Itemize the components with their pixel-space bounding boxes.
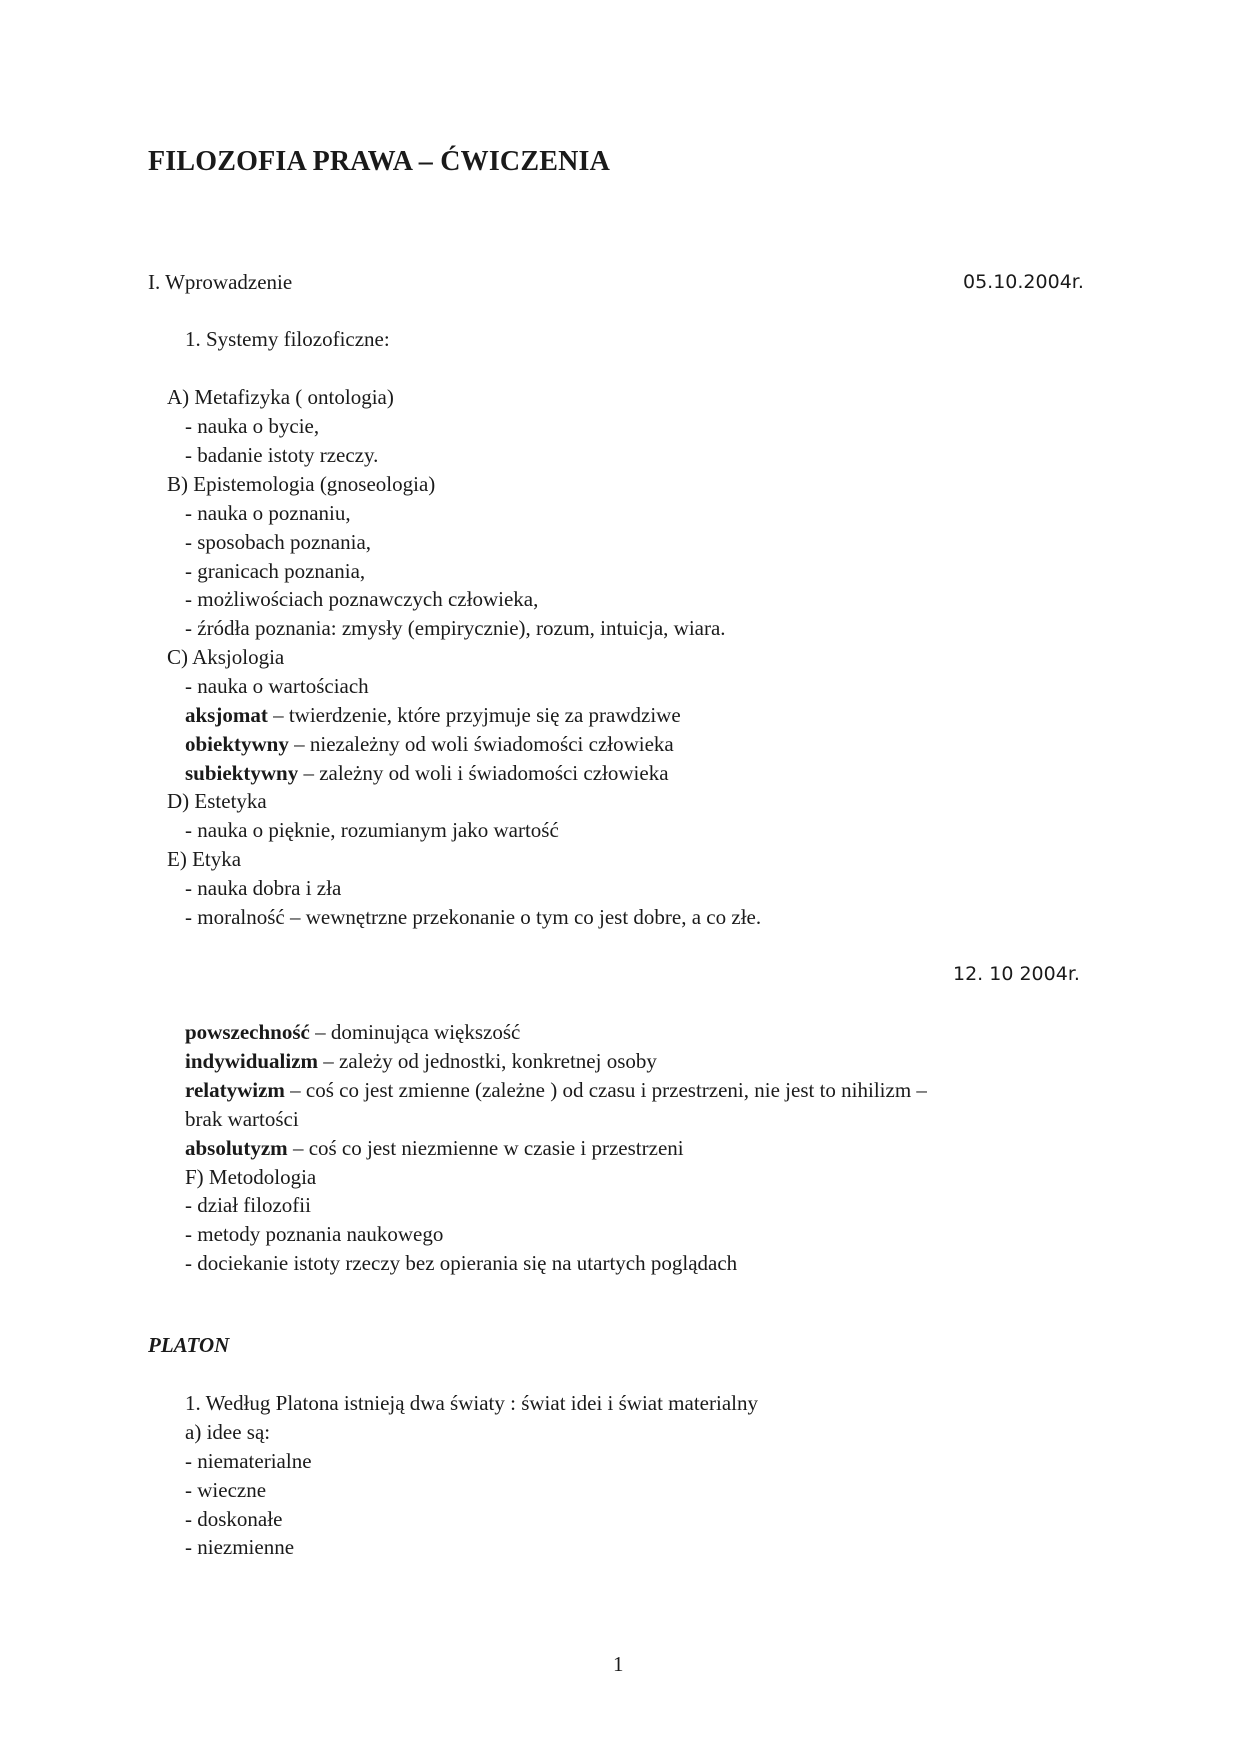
list-item: - nauka dobra i zła [185, 876, 342, 900]
description: – coś co jest niezmienne w czasie i przestrzeni [287, 1136, 684, 1160]
list-item: - niezmienne [185, 1535, 295, 1559]
subsection-f-label: F) Metodologia [185, 1165, 317, 1189]
subsection-b-label: B) Epistemologia (gnoseologia) [167, 472, 436, 496]
term: indywidualizm [185, 1049, 319, 1073]
list-item: - metody poznania naukowego [185, 1222, 444, 1246]
term: subiektywny [185, 761, 299, 785]
description: – zależny od woli i świadomości człowieka [298, 761, 669, 785]
list-item: - niematerialne [185, 1449, 312, 1473]
list-item: - wieczne [185, 1478, 267, 1502]
definition-continuation: brak wartości [185, 1107, 299, 1131]
term: obiektywny [185, 732, 289, 756]
list-item: - granicach poznania, [185, 559, 366, 583]
list-item: - źródła poznania: zmysły (empirycznie), rozum, intuicja, wiara. [185, 616, 726, 640]
definition-obiektywny [185, 730, 674, 759]
definition-relatywizm [185, 1076, 927, 1105]
list-item: - nauka o bycie, [185, 414, 320, 438]
list-item: - badanie istoty rzeczy. [185, 443, 379, 467]
definition-powszechnosc [185, 1018, 520, 1047]
list-item: - sposobach poznania, [185, 530, 372, 554]
definition-indywidualizm [185, 1047, 657, 1076]
list-item-systems: 1. Systemy filozoficzne: [185, 327, 390, 351]
subsection-e-label: E) Etyka [167, 847, 242, 871]
list-item: - nauka o wartościach [185, 674, 369, 698]
description: – twierdzenie, które przyjmuje się za prawdziwe [267, 703, 681, 727]
page-number: 1 [613, 1652, 624, 1676]
list-item-platon: 1. Według Platona istnieją dwa światy : świat idei i świat materialny [185, 1391, 758, 1415]
term: powszechność [185, 1020, 310, 1044]
list-item: - dociekanie istoty rzeczy bez opierania się na utartych poglądach [185, 1251, 738, 1275]
subsection-d-label: D) Estetyka [167, 789, 267, 813]
description: – zależy od jednostki, konkretnej osoby [318, 1049, 657, 1073]
platon-heading: PLATON [148, 1333, 230, 1357]
list-item: - moralność – wewnętrzne przekonanie o tym co jest dobre, a co złe. [185, 905, 762, 929]
description: – niezależny od woli świadomości człowieka [288, 732, 674, 756]
description: – coś co jest zmienne (zależne ) od czasu i przestrzeni, nie jest to nihilizm – [284, 1078, 927, 1102]
section-heading: I. Wprowadzenie [148, 270, 293, 294]
term: absolutyzm [185, 1136, 288, 1160]
subsection-a-label: A) Metafizyka ( ontologia) [167, 385, 394, 409]
term: relatywizm [185, 1078, 285, 1102]
list-item: - nauka o pięknie, rozumianym jako wartość [185, 818, 559, 842]
list-item: - nauka o poznaniu, [185, 501, 351, 525]
definition-subiektywny [185, 759, 669, 788]
platon-sub-label: a) idee są: [185, 1420, 271, 1444]
subsection-c-label: C) Aksjologia [167, 645, 285, 669]
list-item: - doskonałe [185, 1507, 283, 1531]
term: aksjomat [185, 703, 268, 727]
description: – dominująca większość [309, 1020, 521, 1044]
definition-aksjomat [185, 701, 681, 730]
list-item: - dział filozofii [185, 1193, 311, 1217]
section-date: 05.10.2004r. [963, 271, 1084, 293]
section-date-2: 12. 10 2004r. [953, 963, 1080, 985]
definition-absolutyzm [185, 1134, 684, 1163]
list-item: - możliwościach poznawczych człowieka, [185, 587, 539, 611]
document-title: FILOZOFIA PRAWA – ĆWICZENIA [148, 146, 611, 177]
